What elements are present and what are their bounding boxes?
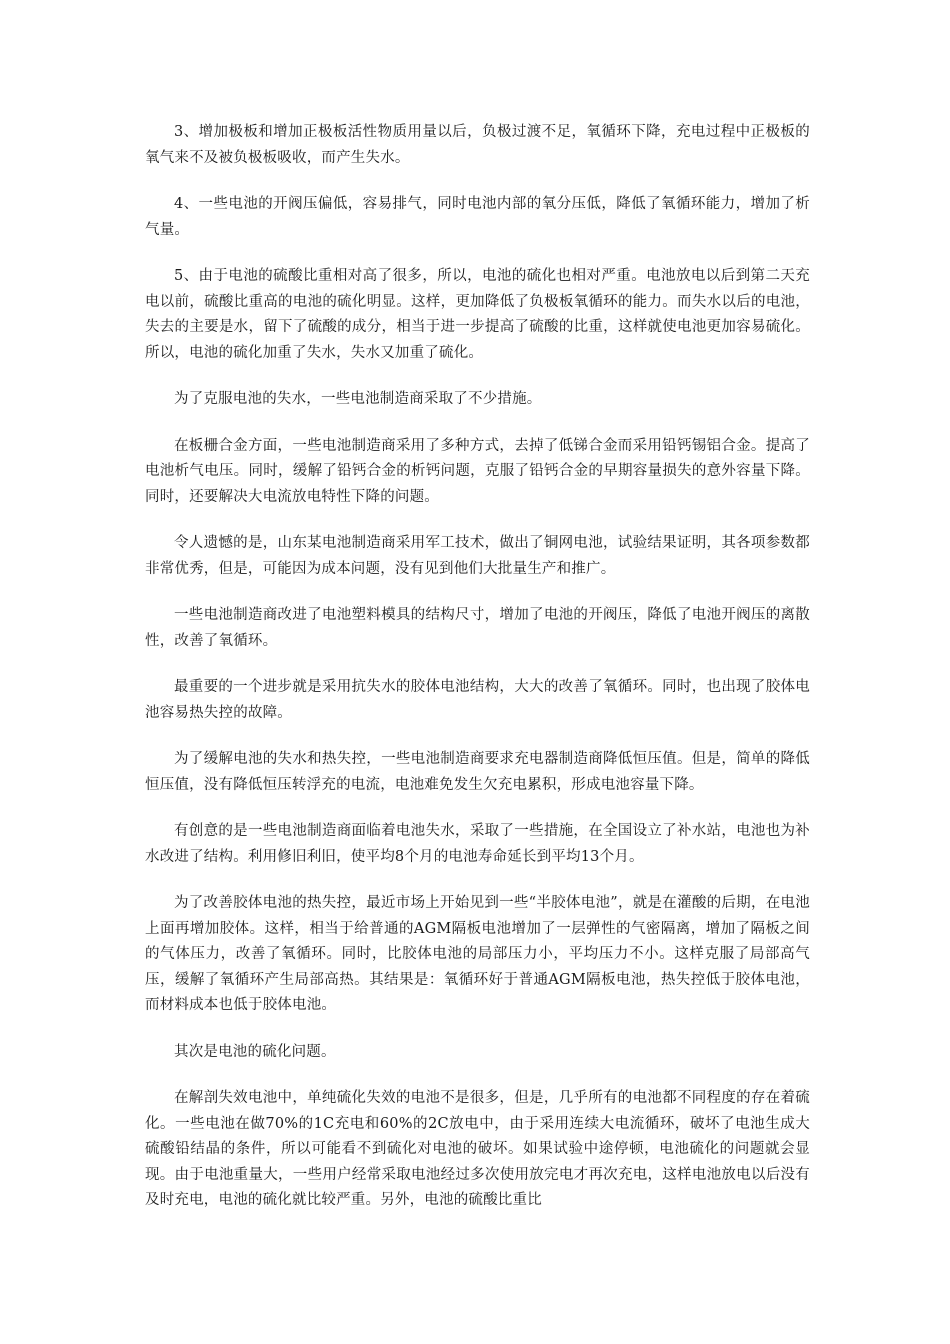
paragraph-constant-voltage: 为了缓解电池的失水和热失控，一些电池制造商要求充电器制造商降低恒压值。但是，简单的降低恒压值，没有降低恒压转浮充的电流，电池难免发生欠充电累积，形成电池容量下降。 (145, 751, 810, 793)
paragraph-sulfation-detail: 在解剖失效电池中，单纯硫化失效的电池不是很多，但是，几乎所有的电池都不同程度的存在着硫化。一些电池在做70%的1C充电和60%的2C放电中，由于采用连续大电流循环，破坏了电池生成大硫酸铅结晶的条件，所以可能看不到硫化对电池的破坏。如果试验中途停顿，电池硫化的问题就会显现。由于电池重量大，一些用户经常采取电池经过多次使用放完电才再次充电，这样电池放电以后没有及时充电，电池的硫化就比较严重。另外，电池的硫酸比重比 (145, 1090, 810, 1208)
paragraph-water-stations: 有创意的是一些电池制造商面临着电池失水，采取了一些措施，在全国设立了补水站，电池也为补水改进了结构。利用修旧利旧，使平均8个月的电池寿命延长到平均13个月。 (145, 823, 810, 865)
paragraph-point-5: 5、由于电池的硫酸比重相对高了很多，所以，电池的硫化也相对严重。电池放电以后到第二天充电以前，硫酸比重高的电池的硫化明显。这样，更加降低了负极板氧循环的能力。而失水以后的电池，失去的主要是水，留下了硫酸的成分，相当于进一步提高了硫酸的比重，这样就使电池更加容易硫化。所以，电池的硫化加重了失水，失水又加重了硫化。 (145, 268, 810, 361)
paragraph-copper-mesh: 令人遗憾的是，山东某电池制造商采用军工技术，做出了铜网电池，试验结果证明，其各项参数都非常优秀，但是，可能因为成本问题，没有见到他们大批量生产和推广。 (145, 535, 810, 577)
paragraph-sulfation-heading: 其次是电池的硫化问题。 (174, 1043, 336, 1060)
document-body (145, 120, 810, 1214)
paragraph-measures-intro: 为了克服电池的失水，一些电池制造商采取了不少措施。 (174, 391, 542, 407)
paragraph-grid-alloy: 在板栅合金方面，一些电池制造商采用了多种方式，去掉了低锑合金而采用铅钙锡铝合金。提高了电池析气电压。同时，缓解了铅钙合金的析钙问题，克服了铅钙合金的早期容量损失的意外容量下降。同时，还要解决大电流放电特性下降的问题。 (145, 437, 810, 505)
paragraph-gel-battery: 最重要的一个进步就是采用抗失水的胶体电池结构，大大的改善了氧循环。同时，也出现了胶体电池容易热失控的故障。 (145, 679, 810, 721)
paragraph-point-3: 3、增加极板和增加正极板活性物质用量以后，负极过渡不足，氧循环下降，充电过程中正极板的氧气来不及被负极板吸收，而产生失水。 (145, 124, 810, 166)
paragraph-point-4: 4、一些电池的开阀压偏低，容易排气，同时电池内部的氧分压低，降低了氧循环能力，增加了析气量。 (145, 196, 810, 238)
paragraph-semi-gel: 为了改善胶体电池的热失控，最近市场上开始见到一些“半胶体电池”，就是在灌酸的后期，在电池上面再增加胶体。这样，相当于给普通的AGM隔板电池增加了一层弹性的气密隔离，增加了隔板之间的气体压力，改善了氧循环。同时，比胶体电池的局部压力小，平均压力不小。这样克服了局部高气压，缓解了氧循环产生局部高热。其结果是：氧循环好于普通AGM隔板电池，热失控低于胶体电池，而材料成本也低于胶体电池。 (145, 895, 810, 1013)
paragraph-valve-pressure: 一些电池制造商改进了电池塑料模具的结构尺寸，增加了电池的开阀压，降低了电池开阀压的离散性，改善了氧循环。 (145, 607, 810, 649)
